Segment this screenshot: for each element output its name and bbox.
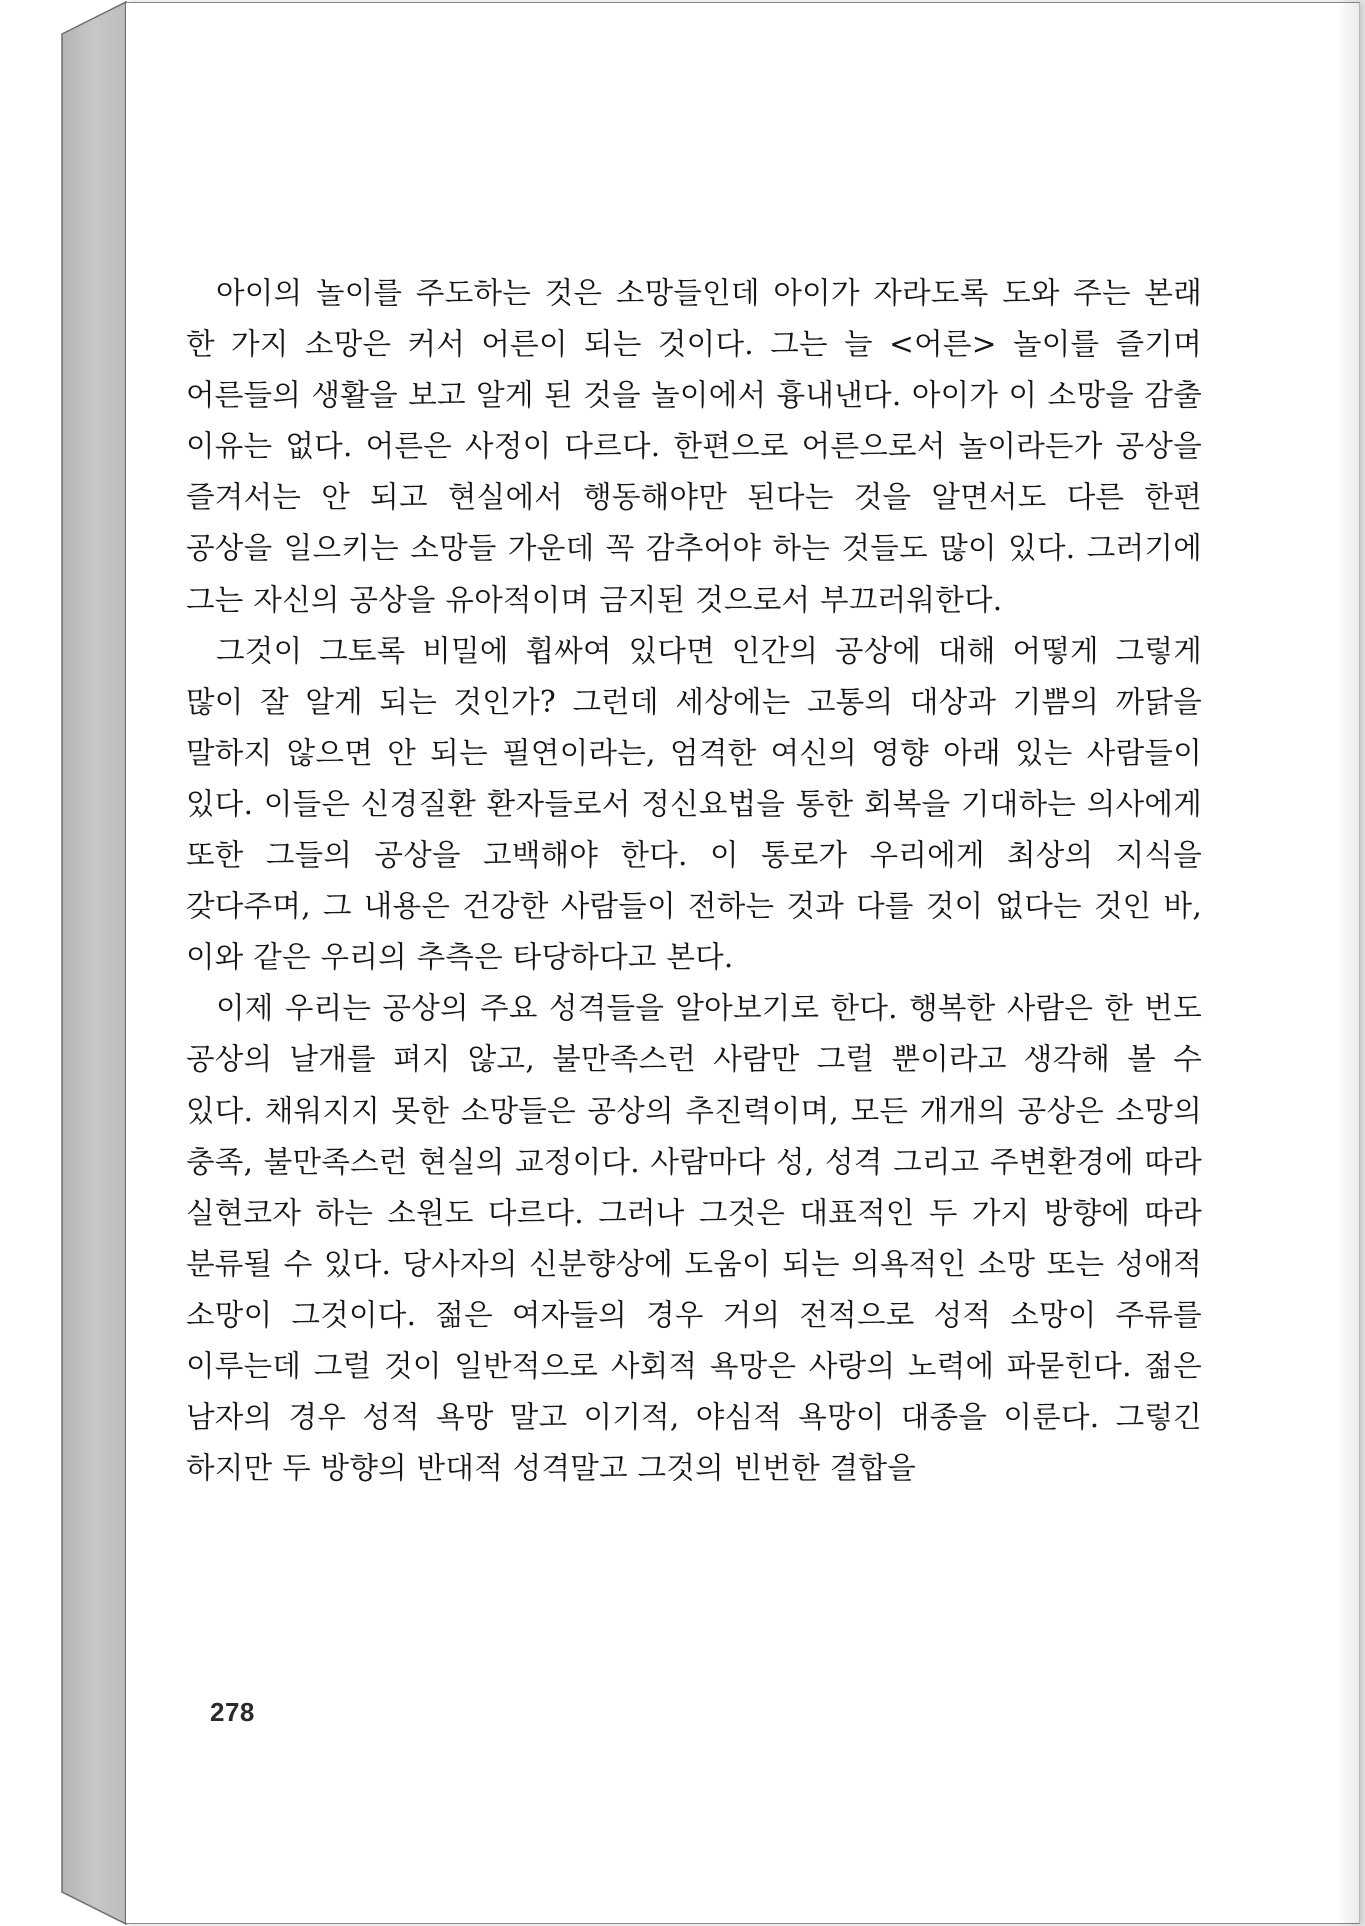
- page-number: 278: [210, 1697, 255, 1727]
- paragraph: 이제 우리는 공상의 주요 성격들을 알아보기로 한다. 행복한 사람은 한 번도 공상의 날개를 펴지 않고, 불만족스런 사람만 그럴 뿐이라고 생각해 볼 수 있다. 채워지지 못한 소망들은 공상의 추진력이며, 모든 개개의 공상은 소망의 충족, 불만족스런 현실의 교정이다. 사람마다 성, 성격 그리고 주변환경에 따라 실현코자 하는 소원도 다르다. 그러나 그것은 대표적인 두 가지 방향에 따라 분류될 수 있다. 당사자의 신분향상에 도움이 되는 의욕적인 소망 또는 성애적 소망이 그것이다. 젊은 여자들의 경우 거의 전적으로 성적 소망이 주류를 이루는데 그럴 것이 일반적으로 사회적 욕망은 사랑의 노력에 파묻힌다. 젊은 남자의 경우 성적 욕망 말고 이기적, 야심적 욕망이 대종을 이룬다. 그렇긴 하지만 두 방향의 반대적 성격말고 그것의 빈번한 결합을: [186, 991, 1202, 1486]
- paragraph: 그것이 그토록 비밀에 휩싸여 있다면 인간의 공상에 대해 어떻게 그렇게 많이 잘 알게 되는 것인가? 그런데 세상에는 고통의 대상과 기쁨의 까닭을 말하지 않으면 안 되는 필연이라는, 엄격한 여신의 영향 아래 있는 사람들이 있다. 이들은 신경질환 환자들로서 정신요법을 통한 회복을 기대하는 의사에게 또한 그들의 공상을 고백해야 한다. 이 통로가 우리에게 최상의 지식을 갖다주며, 그 내용은 건강한 사람들이 전하는 것과 다를 것이 없다는 것인 바, 이와 같은 우리의 추측은 타당하다고 본다.: [186, 633, 1202, 975]
- page-edge-shadow: [1337, 0, 1365, 1926]
- body-text: [186, 268, 1202, 1494]
- paragraph: 아이의 놀이를 주도하는 것은 소망들인데 아이가 자라도록 도와 주는 본래 한 가지 소망은 커서 어른이 되는 것이다. 그는 늘 <어른> 놀이를 즐기며 어른들의 생활을 보고 알게 된 것을 놀이에서 흉내낸다. 아이가 이 소망을 감출 이유는 없다. 어른은 사정이 다르다. 한편으로 어른으로서 놀이라든가 공상을 즐겨서는 안 되고 현실에서 행동해야만 된다는 것을 알면서도 다른 한편 공상을 일으키는 소망들 가운데 꼭 감추어야 하는 것들도 많이 있다. 그러기에 그는 자신의 공상을 유아적이며 금지된 것으로서 부끄러워한다.: [186, 276, 1202, 617]
